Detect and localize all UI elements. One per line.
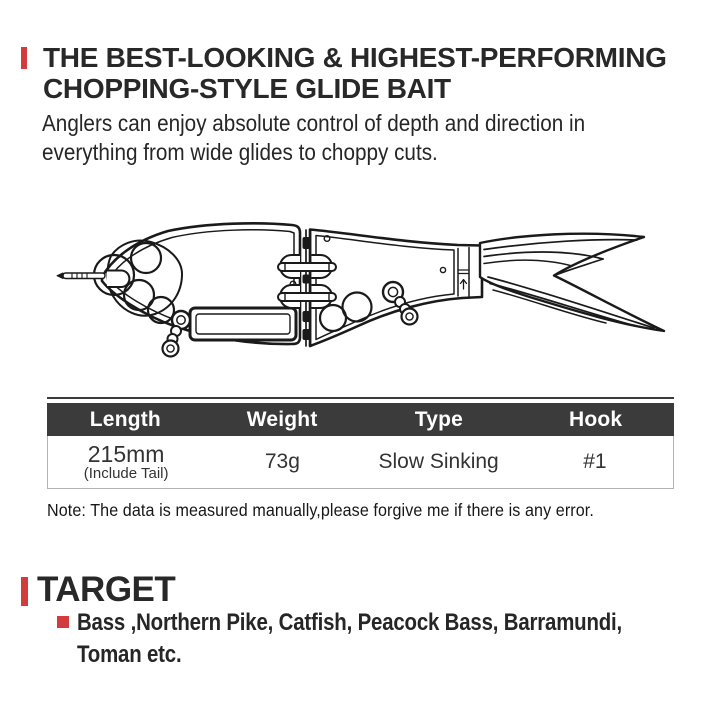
table-top-rule xyxy=(47,397,674,399)
spec-type-cell: Slow Sinking xyxy=(378,450,499,473)
spec-table-row xyxy=(47,436,674,489)
spec-weight-cell: 73g xyxy=(264,450,300,473)
measurement-note: Note: The data is measured manually,please forgive me if there is any error. xyxy=(47,500,594,520)
target-species-line-1: Bass ,Northern Pike, Catfish, Peacock Bass, Barramundi, xyxy=(77,609,623,636)
spec-table-header xyxy=(47,403,674,436)
length-note: (Include Tail) xyxy=(83,465,169,482)
target-heading: TARGET xyxy=(37,570,176,609)
ballast-chamber xyxy=(190,308,296,340)
spec-table xyxy=(47,397,674,489)
target-accent-bar xyxy=(21,577,28,606)
nose-wire xyxy=(57,273,105,279)
spec-col-weight: Weight xyxy=(246,407,318,431)
headline-line-1: THE BEST-LOOKING & HIGHEST-PERFORMING xyxy=(43,42,667,73)
target-bullet xyxy=(57,616,69,628)
subtitle-line-1: Anglers can enjoy absolute control of depth and direction in xyxy=(42,110,586,136)
bait-head-section xyxy=(94,223,300,344)
subtitle-line-2: everything from wide glides to choppy cuts. xyxy=(42,139,438,165)
spec-col-type: Type xyxy=(414,407,463,431)
target-species-line-2: Toman etc. xyxy=(77,641,182,668)
headline xyxy=(43,42,667,104)
hinge-pin-bottom xyxy=(278,293,336,301)
spec-hook-cell: #1 xyxy=(583,450,607,473)
tail-fin xyxy=(480,234,664,331)
length-value: 215mm xyxy=(87,441,165,467)
glide-bait-illustration xyxy=(50,218,670,368)
hinge-pin-top xyxy=(278,263,336,271)
target-species-list xyxy=(77,607,622,671)
spec-col-length: Length xyxy=(89,407,161,431)
subtitle xyxy=(42,109,585,167)
spec-col-hook: Hook xyxy=(568,407,623,431)
headline-line-2: CHOPPING-STYLE GLIDE BAIT xyxy=(43,73,451,104)
spec-length-cell xyxy=(48,442,204,482)
nose-slot xyxy=(107,271,129,288)
headline-accent-bar xyxy=(21,47,27,69)
